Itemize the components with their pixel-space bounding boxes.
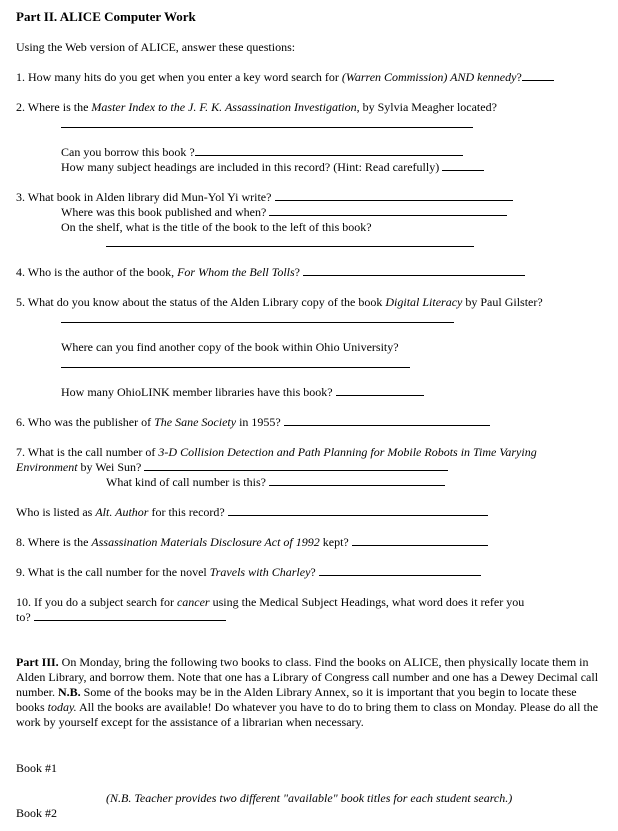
- question-8: [16, 535, 488, 549]
- q5-title: Digital Literacy: [385, 295, 463, 309]
- q5-end: by Paul Gilster?: [462, 295, 543, 309]
- q3-published-text: Where was this book published and when?: [61, 205, 267, 219]
- question-2: [16, 100, 497, 114]
- q8-title: Assassination Materials Disclosure Act of 1992: [91, 535, 320, 549]
- q8-end: kept?: [319, 535, 349, 549]
- q2-borrow-text: Can you borrow this book ?: [61, 145, 195, 159]
- q3-published-blank[interactable]: [269, 205, 507, 216]
- q4-answer-blank[interactable]: [303, 265, 525, 276]
- q5-text: 5. What do you know about the status of the Alden Library copy of the book: [16, 295, 386, 309]
- q10-answer-blank[interactable]: [34, 610, 226, 621]
- question-1: [16, 70, 554, 84]
- q10-term: cancer: [176, 595, 210, 609]
- q5-sub-1: Where can you find another copy of the book within Ohio University?: [61, 340, 399, 354]
- q9-answer-blank[interactable]: [319, 565, 481, 576]
- question-5: [16, 295, 543, 309]
- part3-today: today.: [47, 700, 77, 714]
- question-7-cont: [16, 460, 448, 474]
- q10-text: 10. If you do a subject search for: [16, 595, 177, 609]
- question-3: [16, 190, 513, 204]
- q2-headings-blank[interactable]: [442, 160, 484, 171]
- q2-sub-1: [61, 145, 463, 159]
- q9-text: 9. What is the call number for the novel: [16, 565, 210, 579]
- q7-alt-end: for this record?: [148, 505, 225, 519]
- question-6: [16, 415, 490, 429]
- q7-text: 7. What is the call number of: [16, 445, 159, 459]
- q3-sub-2: On the shelf, what is the title of the book to the left of this book?: [61, 220, 372, 234]
- q6-text: 6. Who was the publisher of: [16, 415, 155, 429]
- q3-sub-1: [61, 205, 507, 219]
- teacher-note: (N.B. Teacher provides two different "available" book titles for each student search.): [106, 791, 513, 805]
- q5-libraries-text: How many OhioLINK member libraries have this book?: [61, 385, 333, 399]
- part3-text-3: All the books are available! Do whatever you have to do to bring them to class on Monday. Please do all the work by yourself except for the assistance of a librarian when necessary.: [16, 700, 599, 729]
- q7-title-cont: Environment: [16, 460, 78, 474]
- q9-title: Travels with Charley: [209, 565, 311, 579]
- q6-end: in 1955?: [236, 415, 281, 429]
- q7-end: by Wei Sun?: [77, 460, 142, 474]
- q2-answer-line[interactable]: [61, 127, 473, 128]
- q2-end: , by Sylvia Meagher located?: [356, 100, 497, 114]
- question-7: [16, 445, 537, 459]
- q2-sub-2: [61, 160, 484, 174]
- q1-answer-blank[interactable]: [522, 70, 554, 81]
- q7-alt-label: Alt. Author: [95, 505, 149, 519]
- q8-answer-blank[interactable]: [352, 535, 488, 546]
- part3-nb: N.B.: [58, 685, 81, 699]
- q4-title: For Whom the Bell Tolls: [177, 265, 295, 279]
- q5-sub-2: [61, 385, 424, 399]
- question-4: [16, 265, 525, 279]
- q6-answer-blank[interactable]: [284, 415, 490, 426]
- part3-text-1: On Monday, bring the following two books to class. Find the books on ALICE, then physically locate them in Alden Library, and borrow them. Note that one has a Library of Congress call number and one has a Dewey Decimal call number.: [16, 655, 599, 699]
- q7-alt-blank[interactable]: [228, 505, 488, 516]
- q3-text: 3. What book in Alden library did Mun-Yol Yi write?: [16, 190, 272, 204]
- q2-title: Master Index to the J. F. K. Assassination Investigation: [91, 100, 357, 114]
- q7-alt-text: Who is listed as: [16, 505, 96, 519]
- part3-text-2: Some of the books may be in the Alden Library Annex, so it is important that you begin to locate these books: [16, 685, 577, 714]
- q2-headings-text: How many subject headings are included in this record? (Hint: Read carefully): [61, 160, 440, 174]
- question-9: [16, 565, 481, 579]
- question-10-cont: [16, 610, 226, 624]
- q7-sub-1: [106, 475, 445, 489]
- q5-libraries-blank[interactable]: [336, 385, 424, 396]
- q7-answer-blank[interactable]: [144, 460, 448, 471]
- question-10: [16, 595, 524, 609]
- q10-end: to?: [16, 610, 31, 624]
- q7-kind-text: What kind of call number is this?: [106, 475, 266, 489]
- q9-end: ?: [310, 565, 316, 579]
- q1-end: ?: [516, 70, 522, 84]
- part2-intro: Using the Web version of ALICE, answer these questions:: [16, 40, 296, 54]
- q1-text: 1. How many hits do you get when you enter a key word search for: [16, 70, 342, 84]
- q1-search-term: (Warren Commission) AND kennedy: [341, 70, 517, 84]
- q3-answer-blank[interactable]: [275, 190, 513, 201]
- q7-title: 3-D Collision Detection and Path Planning for Mobile Robots in Time Varying: [158, 445, 537, 459]
- q10-mid: using the Medical Subject Headings, what word does it refer you: [209, 595, 525, 609]
- part3-heading: Part III.: [16, 655, 59, 669]
- part2-heading: Part II. ALICE Computer Work: [16, 9, 196, 24]
- book-1-label: Book #1: [16, 761, 58, 775]
- book-2-label: Book #2: [16, 806, 58, 820]
- part3-paragraph: [16, 655, 601, 730]
- q4-text: 4. Who is the author of the book,: [16, 265, 178, 279]
- q7-kind-blank[interactable]: [269, 475, 445, 486]
- q5-sub-1-answer-line[interactable]: [61, 367, 410, 368]
- q7-alt-author: [16, 505, 488, 519]
- q6-title: The Sane Society: [154, 415, 237, 429]
- q8-text: 8. Where is the: [16, 535, 92, 549]
- q2-text: 2. Where is the: [16, 100, 92, 114]
- q3-answer-line[interactable]: [106, 246, 474, 247]
- q2-borrow-blank[interactable]: [195, 145, 463, 156]
- q4-end: ?: [294, 265, 300, 279]
- q5-answer-line[interactable]: [61, 322, 454, 323]
